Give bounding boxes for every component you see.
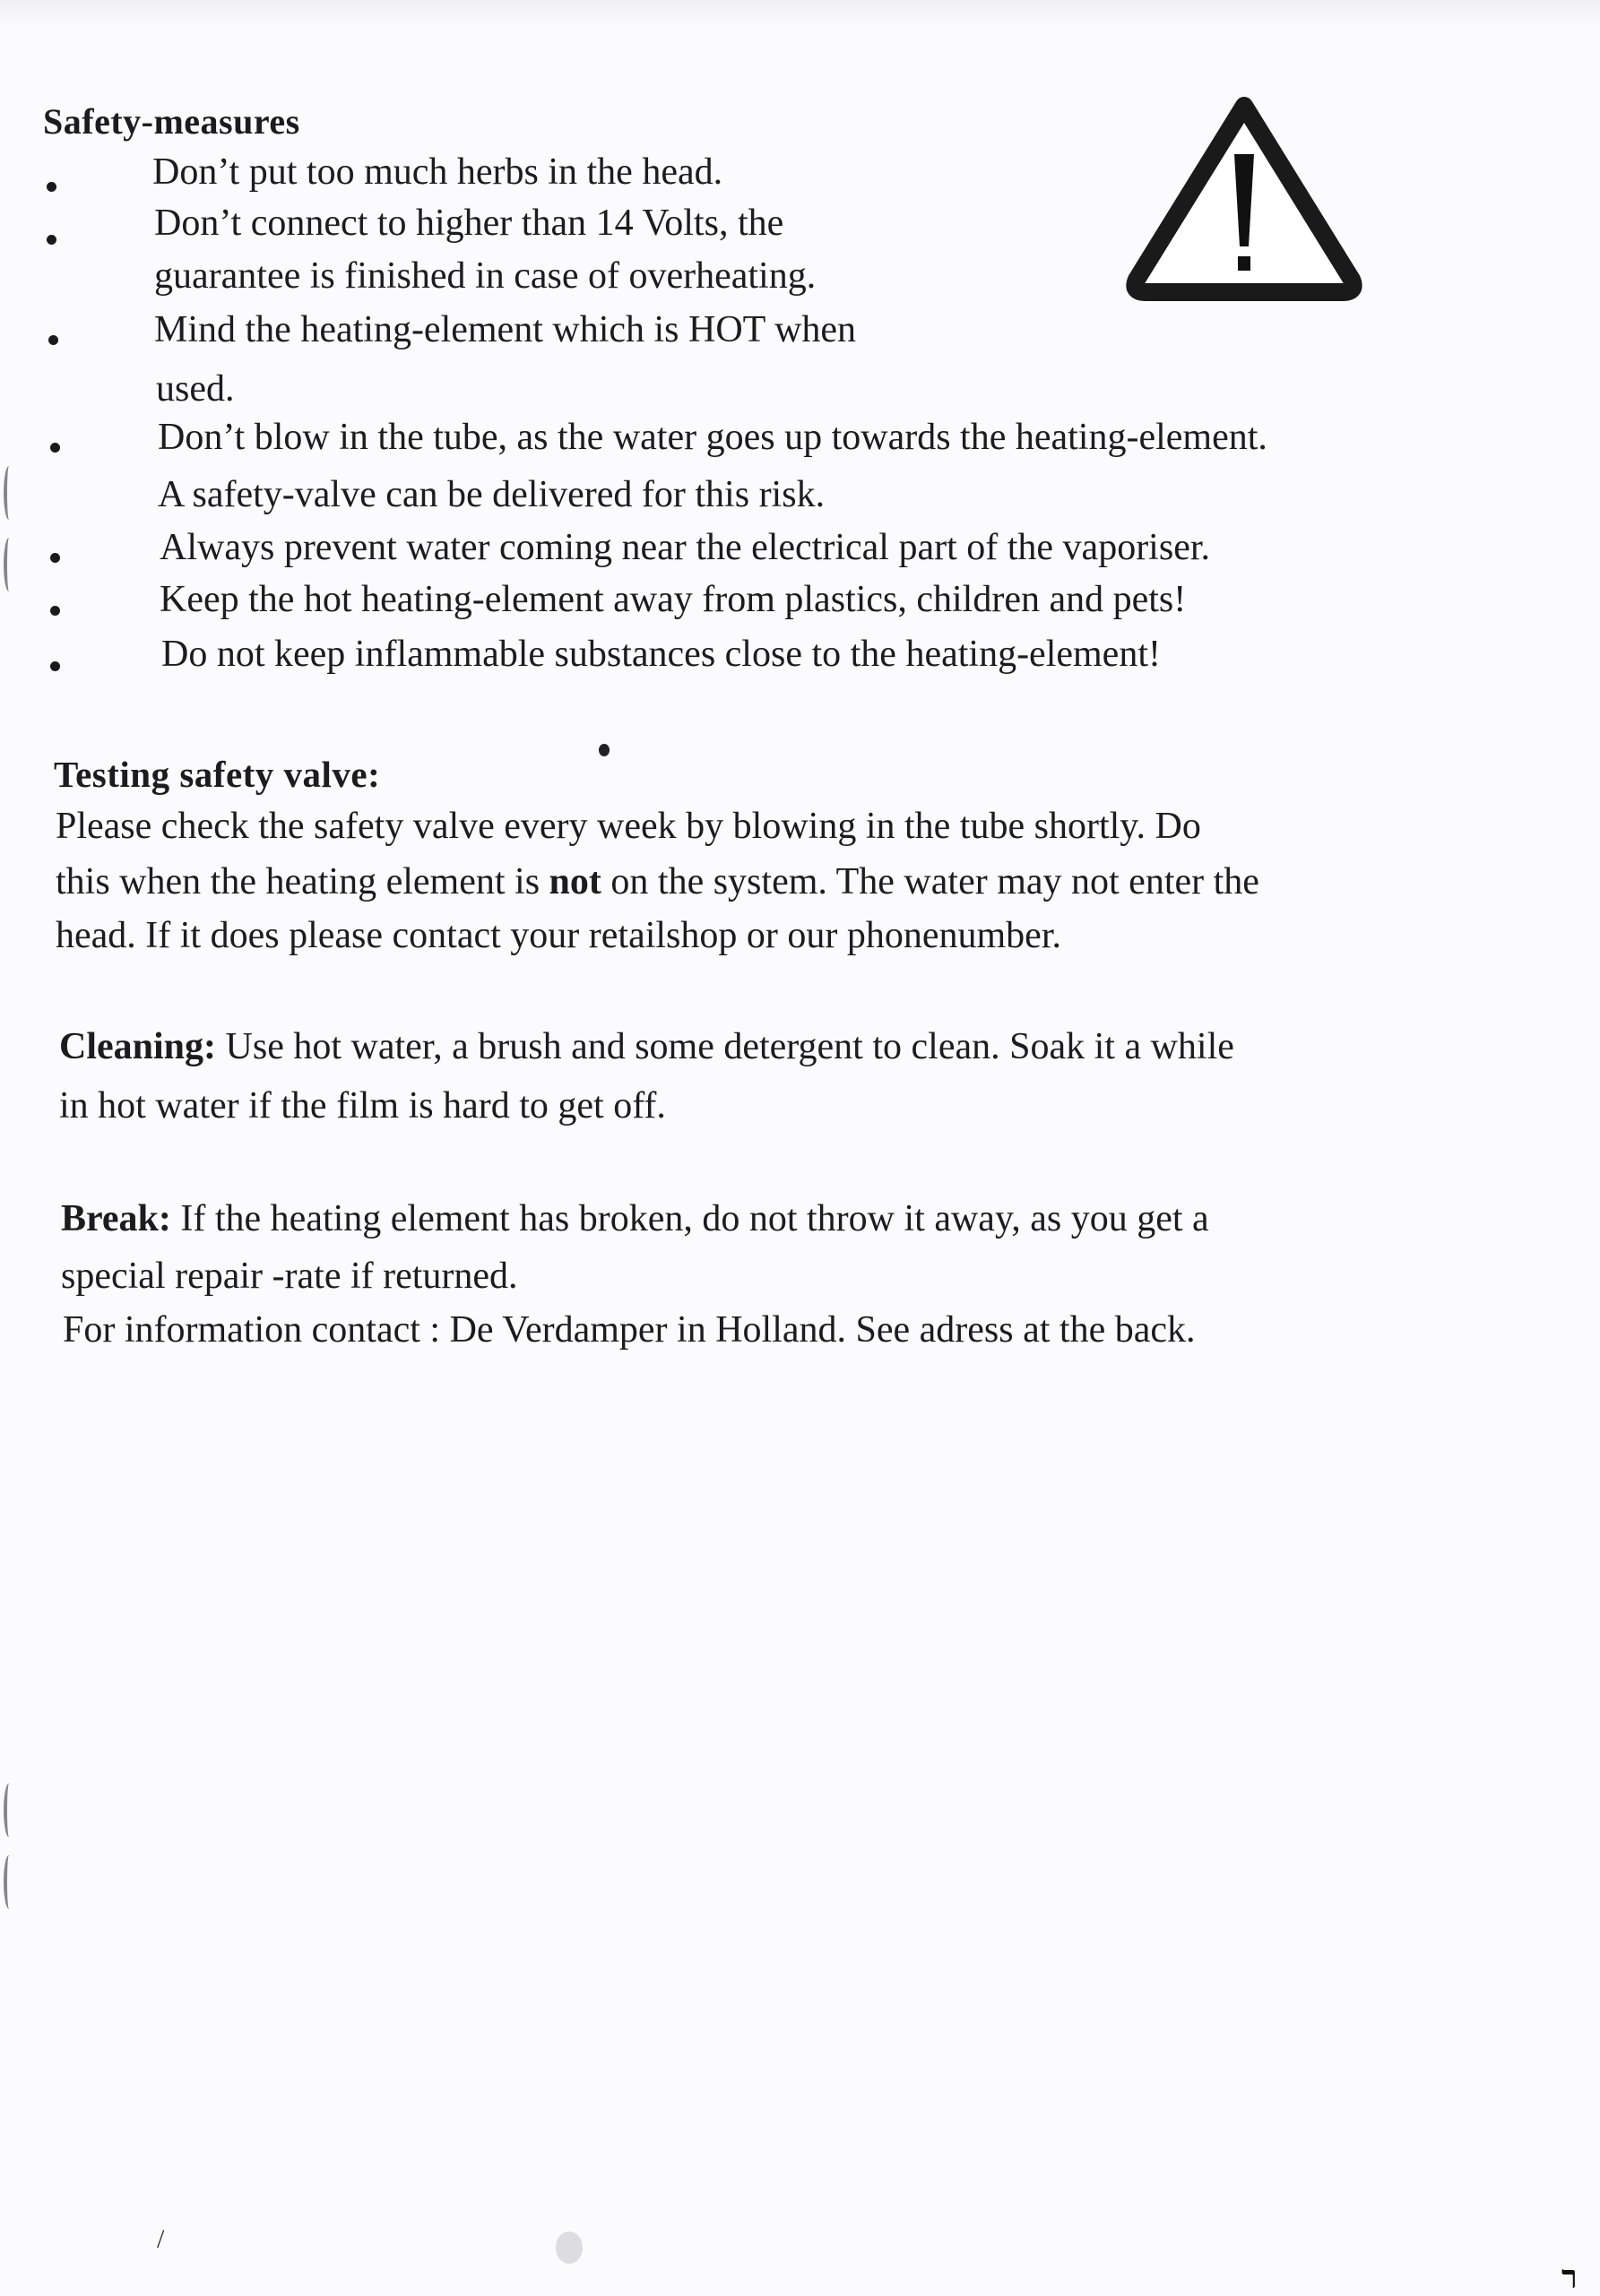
testing-text-line	[56, 860, 1259, 903]
list-item-text: A safety-valve can be delivered for this risk.	[158, 474, 826, 515]
bullet-icon	[50, 443, 60, 453]
break-text-line: special repair -rate if returned.	[61, 1256, 518, 1297]
break-label: Break:	[61, 1198, 171, 1239]
smudge	[556, 2231, 583, 2264]
bullet-icon	[47, 235, 56, 245]
list-item-text: Keep the hot heating-element away from plastics, children and pets!	[160, 579, 1187, 620]
list-item-text: guarantee is finished in case of overheating.	[154, 255, 817, 297]
warning-triangle-icon	[1122, 90, 1366, 309]
cleaning-label: Cleaning:	[59, 1026, 217, 1067]
safety-heading: Safety-measures	[43, 101, 300, 142]
stray-dot	[599, 744, 610, 756]
text-span: Use hot water, a brush and some detergent to clean. Soak it a while	[216, 1026, 1234, 1067]
emphasis-not: not	[549, 861, 601, 902]
text-span: this when the heating element is	[56, 861, 549, 902]
binder-hole-shadow	[4, 466, 14, 520]
page-mark: /	[157, 2224, 165, 2254]
cleaning-text-line: in hot water if the film is hard to get off.	[59, 1085, 666, 1126]
bullet-icon	[47, 182, 56, 192]
cleaning-paragraph	[59, 1025, 1234, 1068]
testing-heading: Testing safety valve:	[54, 754, 381, 795]
list-item-text: Don’t put too much herbs in the head.	[152, 151, 723, 193]
bullet-icon	[50, 553, 60, 563]
text-span: on the system. The water may not enter the	[601, 861, 1259, 902]
text-span: If the heating element has broken, do not throw it away, as you get a	[170, 1198, 1209, 1239]
bullet-icon	[50, 606, 60, 616]
corner-mark: ר	[1561, 2259, 1578, 2295]
list-item-text: Mind the heating-element which is HOT when	[154, 309, 857, 350]
testing-text-line: head. If it does please contact your retailshop or our phonenumber.	[56, 915, 1061, 956]
break-paragraph	[61, 1197, 1209, 1240]
binder-hole-shadow	[4, 1783, 14, 1837]
list-item-text: Do not keep inflammable substances close to the heating-element!	[161, 634, 1161, 675]
contact-text-line: For information contact : De Verdamper in Holland. See adress at the back.	[63, 1309, 1196, 1351]
binder-hole-shadow	[4, 538, 14, 591]
list-item-text: Don’t connect to higher than 14 Volts, the	[154, 203, 784, 244]
list-item-text: Always prevent water coming near the electrical part of the vaporiser.	[160, 527, 1211, 568]
bullet-icon	[48, 335, 58, 345]
bullet-icon	[50, 661, 60, 671]
testing-text-line: Please check the safety valve every week by blowing in the tube shortly. Do	[56, 806, 1201, 847]
page-edge	[0, 0, 1600, 27]
list-item-text: used.	[156, 368, 235, 410]
list-item-text: Don’t blow in the tube, as the water goes up towards the heating-element.	[158, 417, 1267, 458]
binder-hole-shadow	[4, 1855, 14, 1909]
